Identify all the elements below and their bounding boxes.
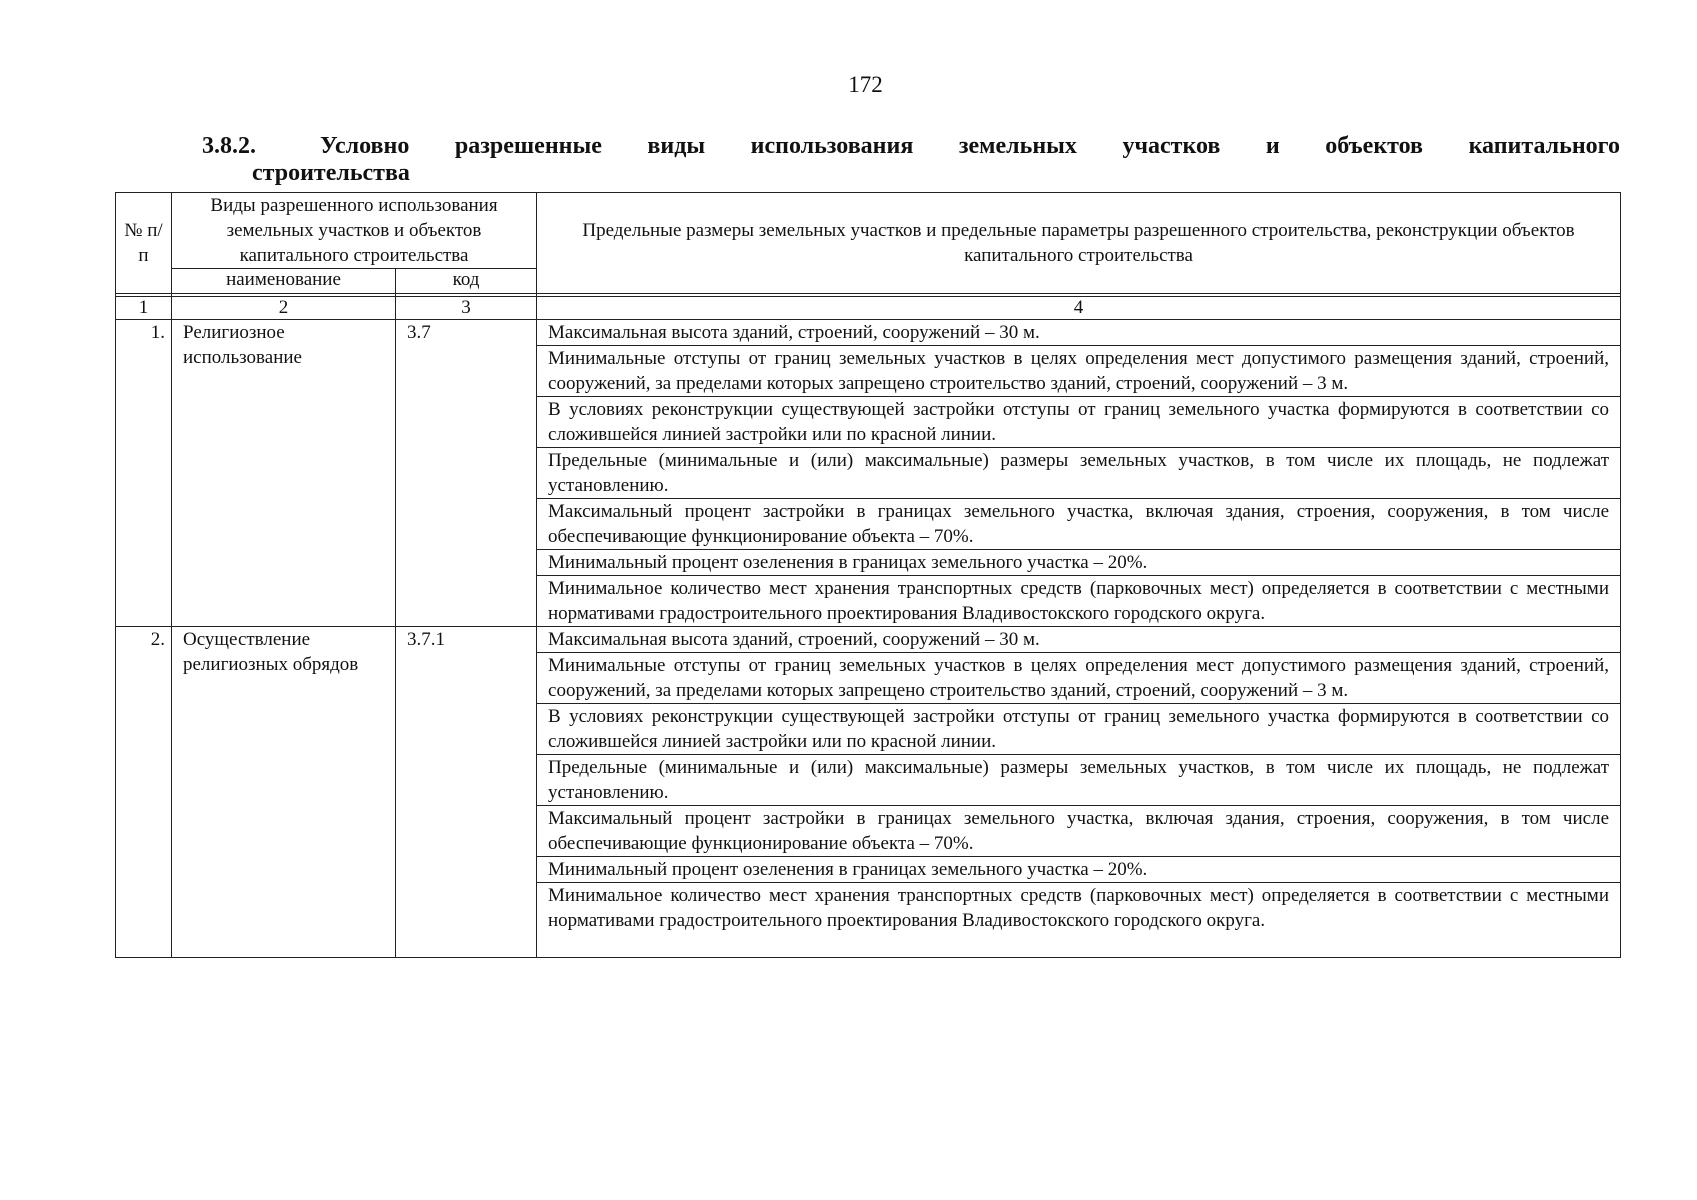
header-parameters: Предельные размеры земельных участков и предельные параметры разрешенного строительства, реконструкции объектов капитального строительства [537,193,1621,294]
section-title-word: Условно [320,133,410,159]
section-number: 3.8.2. [202,133,256,159]
page-number: 172 [848,72,883,97]
parameter-text: Минимальные отступы от границ земельных участков в целях определения мест допустимого размещения зданий, строений, сооружений, за пределами которых запрещено строительство зданий, строений, сооружений – 3 м. [537,346,1621,397]
table-row [116,627,1621,653]
header-code: код [396,269,537,294]
column-numbers-row [116,297,1621,320]
parameter-text: Предельные (минимальные и (или) максимальные) размеры земельных участков, в том числе их площадь, не подлежат установлению. [537,755,1621,806]
section-title-word: капитального [1468,133,1620,159]
section-heading [202,131,1620,188]
section-title-word: объектов [1325,133,1423,159]
section-heading-line1 [202,131,1620,161]
parameter-text: В условиях реконструкции существующей застройки отступы от границ земельного участка формируются в соответствии со сложившейся линией застройки или по красной линии. [537,704,1621,755]
parameter-text: Минимальное количество мест хранения транспортных средств (парковочных мест) определяется в соответствии с местными нормативами градостроительного проектирования Владивостокского городского округа. [537,576,1621,627]
table-bottom-padding [537,933,1621,958]
use-code: 3.7.1 [396,627,537,958]
parameter-text: Минимальный процент озеленения в границах земельного участка – 20%. [537,857,1621,883]
table-row [116,320,1621,346]
land-use-table [115,192,1621,958]
row-number: 1. [116,320,172,627]
header-row [116,193,1621,269]
section-title-word: и [1265,133,1280,159]
row-number: 2. [116,627,172,958]
column-number: 2 [172,297,396,320]
parameter-text: Максимальная высота зданий, строений, сооружений – 30 м. [537,320,1621,346]
parameter-text: Максимальная высота зданий, строений, сооружений – 30 м. [537,627,1621,653]
header-name: наименование [172,269,396,294]
section-title-words [320,131,1620,161]
parameter-text: Минимальные отступы от границ земельных участков в целях определения мест допустимого размещения зданий, строений, сооружений, за пределами которых запрещено строительство зданий, строений, сооружений – 3 м. [537,653,1621,704]
parameter-text: Предельные (минимальные и (или) максимальные) размеры земельных участков, в том числе их площадь, не подлежат установлению. [537,448,1621,499]
column-number: 3 [396,297,537,320]
use-name: Религиозное использование [172,320,396,627]
column-number: 1 [116,297,172,320]
header-use-types: Виды разрешенного использования земельных участков и объектов капитального строительства [172,193,537,269]
header-number: № п/п [116,193,172,294]
section-title-word: виды [647,133,706,159]
parameter-text: В условиях реконструкции существующей застройки отступы от границ земельного участка формируются в соответствии со сложившейся линией застройки или по красной линии. [537,397,1621,448]
parameter-text: Минимальное количество мест хранения транспортных средств (парковочных мест) определяется в соответствии с местными нормативами градостроительного проектирования Владивостокского городского округа. [537,883,1621,934]
section-title-word: участков [1122,133,1221,159]
parameter-text: Минимальный процент озеленения в границах земельного участка – 20%. [537,550,1621,576]
section-title-word: использования [750,133,914,159]
parameter-text: Максимальный процент застройки в границах земельного участка, включая здания, строения, сооружения, в том числе обеспечивающие функционирование объекта – 70%. [537,806,1621,857]
use-name: Осуществление религиозных обрядов [172,627,396,958]
section-title-line2: строительства [252,160,410,186]
column-number: 4 [537,297,1621,320]
parameter-text: Максимальный процент застройки в границах земельного участка, включая здания, строения, сооружения, в том числе обеспечивающие функционирование объекта – 70%. [537,499,1621,550]
section-title-word: земельных [958,133,1077,159]
use-code: 3.7 [396,320,537,627]
section-title-word: разрешенные [454,133,602,159]
